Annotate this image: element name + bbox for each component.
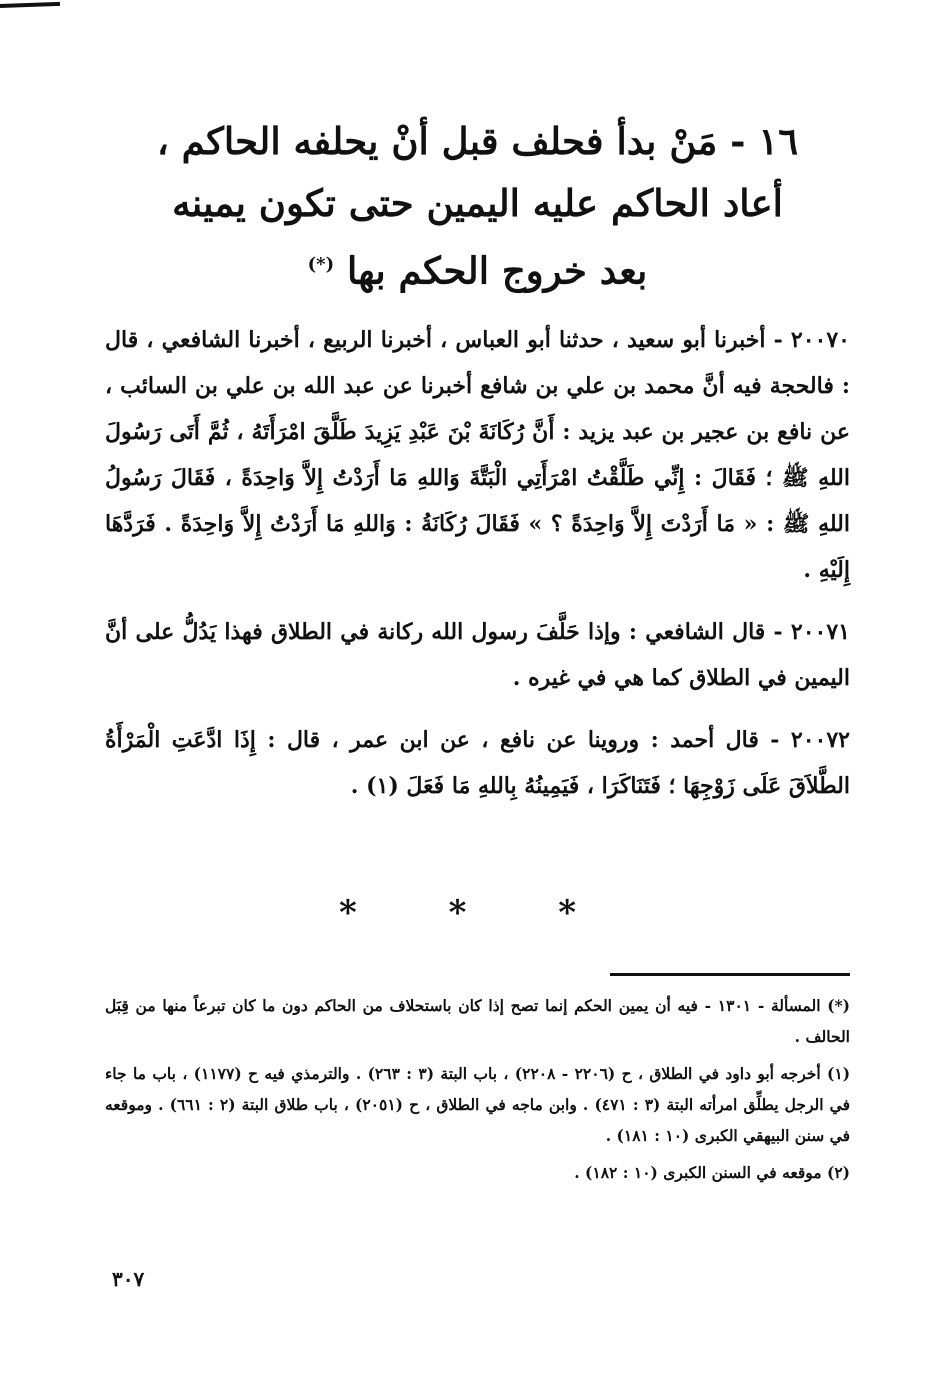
section-separator: * * * [338, 893, 616, 934]
heading-footnote-marker: (*) [307, 254, 335, 275]
heading-line-3-text: بعد خروج الحكم بها [346, 248, 648, 293]
scan-corner-mark [0, 2, 60, 8]
page-number: ٣٠٧ [112, 1267, 145, 1291]
paragraph-2072: ٢٠٠٧٢ - قال أحمد : وروينا عن نافع ، عن ابن عمر ، قال : إِذَا ادَّعَتِ الْمَرْأَةُ الطَّلاَقَ عَلَى زَوْجِهَا ؛ فَتَنَاكَرَا ، فَيَمِينُهُ بِاللهِ مَا فَعَلَ (١) . [105, 727, 850, 800]
footnote-1: (١) أخرجه أبو داود في الطلاق ، ح (٢٢٠٦ - ٢٢٠٨) ، باب البتة (٣ : ٢٦٣) . والترمذي فيه ح (١١٧٧) ، باب ما جاء في الرجل يطلِّق امرأته البتة (٣ : ٤٧١) . وابن ماجه في الطلاق ، ح (٢٠٥١) ، باب طلاق البتة (٢ : ٦٦١) . وموقعه في سنن البيهقي الكبرى (١٠ : ١٨١) . [105, 1064, 851, 1146]
footnote-2: (٢) موقعه في السنن الكبرى (١٠ : ١٨٢) . [574, 1163, 850, 1183]
footnote-divider [610, 973, 850, 976]
heading-line-3 [105, 234, 850, 301]
footnote-star: (*) المسألة - ١٣٠١ - فيه أن يمين الحكم إنما تصح إذا كان باستحلاف من الحاكم دون ما كان تبرعاً منها من قِبَل الحالف . [105, 996, 851, 1047]
chapter-heading [105, 110, 850, 301]
paragraph-2070: ٢٠٠٧٠ - أخبرنا أبو سعيد ، حدثنا أبو العباس ، أخبرنا الربيع ، أخبرنا الشافعي ، قال : فالحجة فيه أنَّ محمد بن علي بن شافع أخبرنا عن عبد الله بن علي بن السائب ، عن نافع بن عجير بن عبد يزيد : أَنَّ رُكَانَةَ بْنَ عَبْدِ يَزِيدَ طَلَّقَ امْرَأَتَهُ ، ثُمَّ أَتَى رَسُولَ اللهِ ﷺ ؛ فَقَالَ : إِنِّي طَلَّقْتُ امْرَأَتِي الْبَتَّةَ وَاللهِ مَا أَرَدْتُ إِلاَّ وَاحِدَةً ، فَقَالَ رَسُولُ اللهِ ﷺ : « مَا أَرَدْتَ إِلاَّ وَاحِدَةً ؟ » فَقَالَ رُكَانَةُ : وَاللهِ مَا أَرَدْتُ إِلاَّ وَاحِدَةً . فَرَدَّهَا إِلَيْهِ . [105, 327, 850, 584]
paragraph-2071: ٢٠٠٧١ - قال الشافعي : وإذا حَلَّفَ رسول الله ركانة في الطلاق فهذا يَدُلُّ على أنَّ اليمين في الطلاق كما هي في غيره . [105, 619, 850, 692]
heading-line-2: أعاد الحاكم عليه اليمين حتى تكون يمينه [172, 181, 783, 225]
heading-line-1: ١٦ - مَنْ بدأ فحلف قبل أنْ يحلفه الحاكم ، [156, 119, 799, 163]
book-page [105, 110, 850, 1194]
